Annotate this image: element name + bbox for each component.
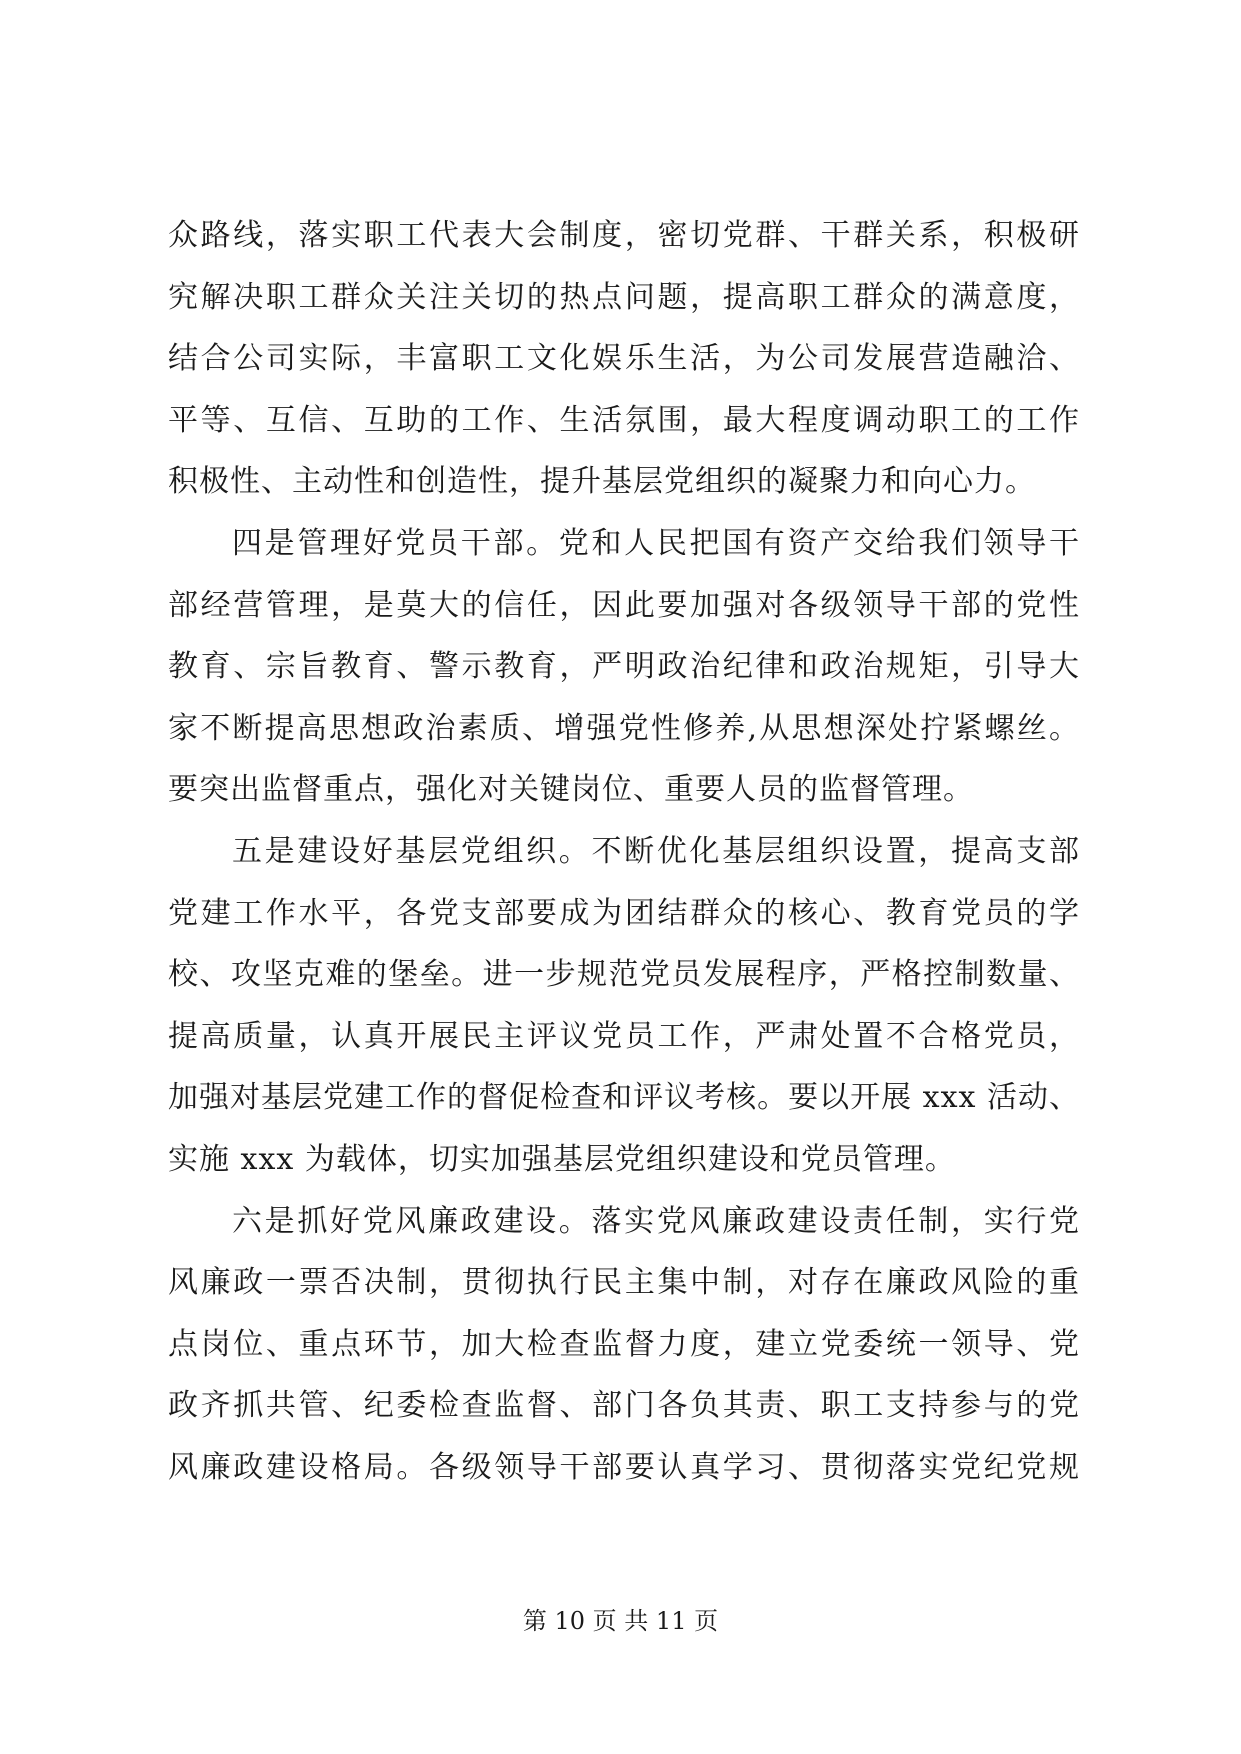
text-line: 校、攻坚克难的堡垒。进一步规范党员发展程序，严格控制数量、 (168, 957, 1080, 993)
text-line: 四是管理好党员干部。党和人民把国有资产交给我们领导干 (232, 525, 1080, 561)
text-line: 政齐抓共管、纪委检查监督、部门各负其责、职工支持参与的党 (168, 1388, 1080, 1424)
text-line: 要突出监督重点，强化对关键岗位、重要人员的监督管理。 (168, 772, 974, 808)
text-line: 实施 xxx 为载体，切实加强基层党组织建设和党员管理。 (168, 1141, 956, 1177)
text-line: 家不断提高思想政治素质、增强党性修养,从思想深处拧紧螺丝。 (168, 710, 1080, 746)
text-line: 风廉政建设格局。各级领导干部要认真学习、贯彻落实党纪党规 (168, 1449, 1080, 1485)
text-line: 风廉政一票否决制，贯彻执行民主集中制，对存在廉政风险的重 (168, 1265, 1080, 1301)
text-line: 部经营管理，是莫大的信任，因此要加强对各级领导干部的党性 (168, 587, 1080, 623)
document-body (168, 205, 1080, 1498)
text-line: 点岗位、重点环节，加大检查监督力度，建立党委统一领导、党 (168, 1326, 1080, 1362)
text-line: 五是建设好基层党组织。不断优化基层组织设置，提高支部 (232, 833, 1080, 869)
text-line: 教育、宗旨教育、警示教育，严明政治纪律和政治规矩，引导大 (168, 649, 1080, 685)
text-line: 加强对基层党建工作的督促检查和评议考核。要以开展 xxx 活动、 (168, 1080, 1080, 1116)
text-line: 结合公司实际，丰富职工文化娱乐生活，为公司发展营造融洽、 (168, 341, 1080, 377)
text-line: 众路线，落实职工代表大会制度，密切党群、干群关系，积极研 (168, 218, 1080, 253)
text-line: 究解决职工群众关注关切的热点问题，提高职工群众的满意度， (168, 279, 1080, 315)
text-line: 提高质量，认真开展民主评议党员工作，严肃处置不合格党员， (168, 1018, 1080, 1054)
text-line: 积极性、主动性和创造性，提升基层党组织的凝聚力和向心力。 (168, 464, 1036, 500)
text-line: 六是抓好党风廉政建设。落实党风廉政建设责任制，实行党 (232, 1203, 1080, 1239)
text-line: 平等、互信、互助的工作、生活氛围，最大程度调动职工的工作 (168, 402, 1080, 438)
text-line: 党建工作水平，各党支部要成为团结群众的核心、教育党员的学 (168, 895, 1080, 931)
page-footer: 第 10 页 共 11 页 (522, 1607, 719, 1635)
